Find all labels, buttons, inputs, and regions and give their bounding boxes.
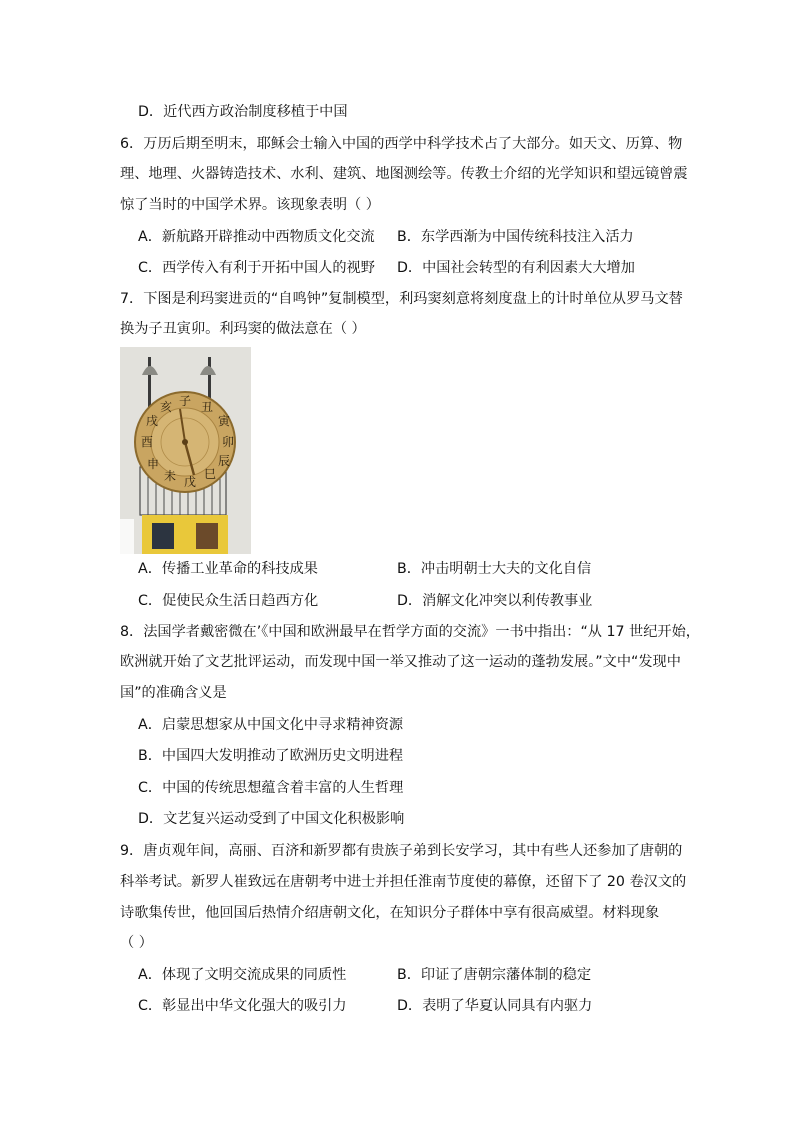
q8-option-b: B．中国四大发明推动了欧洲历史文明进程 [138,748,404,764]
q8-option-d: D．文艺复兴运动受到了中国文化积极影响 [138,811,405,827]
dial-wei: 未 [163,469,177,483]
dial-yin: 寅 [217,414,231,428]
q8-option-a: A．启蒙思想家从中国文化中寻求精神资源 [138,717,404,733]
q8-option-c: C．中国的传统思想蕴含着丰富的人生哲理 [138,780,404,796]
dial-chen: 辰 [217,454,231,468]
q7-option-a: A．传播工业革命的科技成果 [138,561,318,577]
q9-stem-line-4: （ ） [120,935,153,951]
q6-stem-line-2: 理、地理、火器铸造技术、水利、建筑、地图测绘等。传教士介绍的光学知识和望远镜曾震 [120,166,688,182]
dial-zi: 子 [178,394,192,408]
dial-shen: 申 [146,457,160,471]
q6-stem-line-1: 6．万历后期至明末，耶稣会士输入中国的西学中科学技术占了大部分。如天文、历算、物 [120,136,683,152]
q7-option-b: B．冲击明朝士大夫的文化自信 [397,561,592,577]
dial-chou: 丑 [200,400,214,414]
q6-stem-line-3: 惊了当时的中国学术界。该现象表明（ ） [120,197,380,213]
q8-stem-line-1: 8．法国学者戴密微在’《中国和欧洲最早在哲学方面的交流》一书中指出：“从 17 世纪开始， [120,624,700,640]
q6-option-d: D．中国社会转型的有利因素大大增加 [397,260,635,276]
q7-option-d: D．消解文化冲突以利传教事业 [397,593,593,609]
q9-stem-line-1: 9．唐贞观年间，高丽、百济和新罗都有贵族子弟到长安学习，其中有些人还参加了唐朝的 [120,843,683,859]
dial-xu: 戌 [145,414,159,428]
q9-option-c: C．彰显出中华文化强大的吸引力 [138,998,347,1014]
q6-option-b: B．东学西渐为中国传统科技注入活力 [397,229,634,245]
q9-option-b: B．印证了唐朝宗藩体制的稳定 [397,967,592,983]
q8-stem-line-3: 国”的准确含义是 [120,685,227,701]
dial-mao: 卯 [221,435,235,449]
q9-option-d: D．表明了华夏认同具有内驱力 [397,998,593,1014]
q8-stem-line-2: 欧洲就开始了文艺批评运动，而发现中国一举又推动了这一运动的蓬勃发展。”文中“发现中 [120,654,681,670]
q7-stem-line-2: 换为子丑寅卯。利玛窦的做法意在（ ） [120,321,366,337]
q6-option-a: A．新航路开辟推动中西物质文化交流 [138,229,375,245]
q6-option-c: C．西学传入有利于开拓中国人的视野 [138,260,375,276]
q9-option-a: A．体现了文明交流成果的同质性 [138,967,347,983]
q5-option-d: D．近代西方政治制度移植于中国 [138,104,348,120]
chiming-clock-photo [120,347,251,554]
dial-you: 酉 [140,435,154,449]
q7-option-c: C．促使民众生活日趋西方化 [138,593,319,609]
q9-stem-line-2: 科举考试。新罗人崔致远在唐朝考中进士并担任淮南节度使的幕僚，还留下了 20 卷汉文的 [120,874,687,890]
dial-si: 巳 [203,467,217,481]
dial-hai: 亥 [159,400,173,414]
q7-stem-line-1: 7．下图是利玛窦进贡的“自鸣钟”复制模型，利玛窦刻意将刻度盘上的计时单位从罗马文替 [120,291,683,307]
q9-stem-line-3: 诗歌集传世，他回国后热情介绍唐朝文化，在知识分子群体中享有很高威望。材料现象 [120,905,660,921]
dial-wu: 戊 [183,475,197,489]
